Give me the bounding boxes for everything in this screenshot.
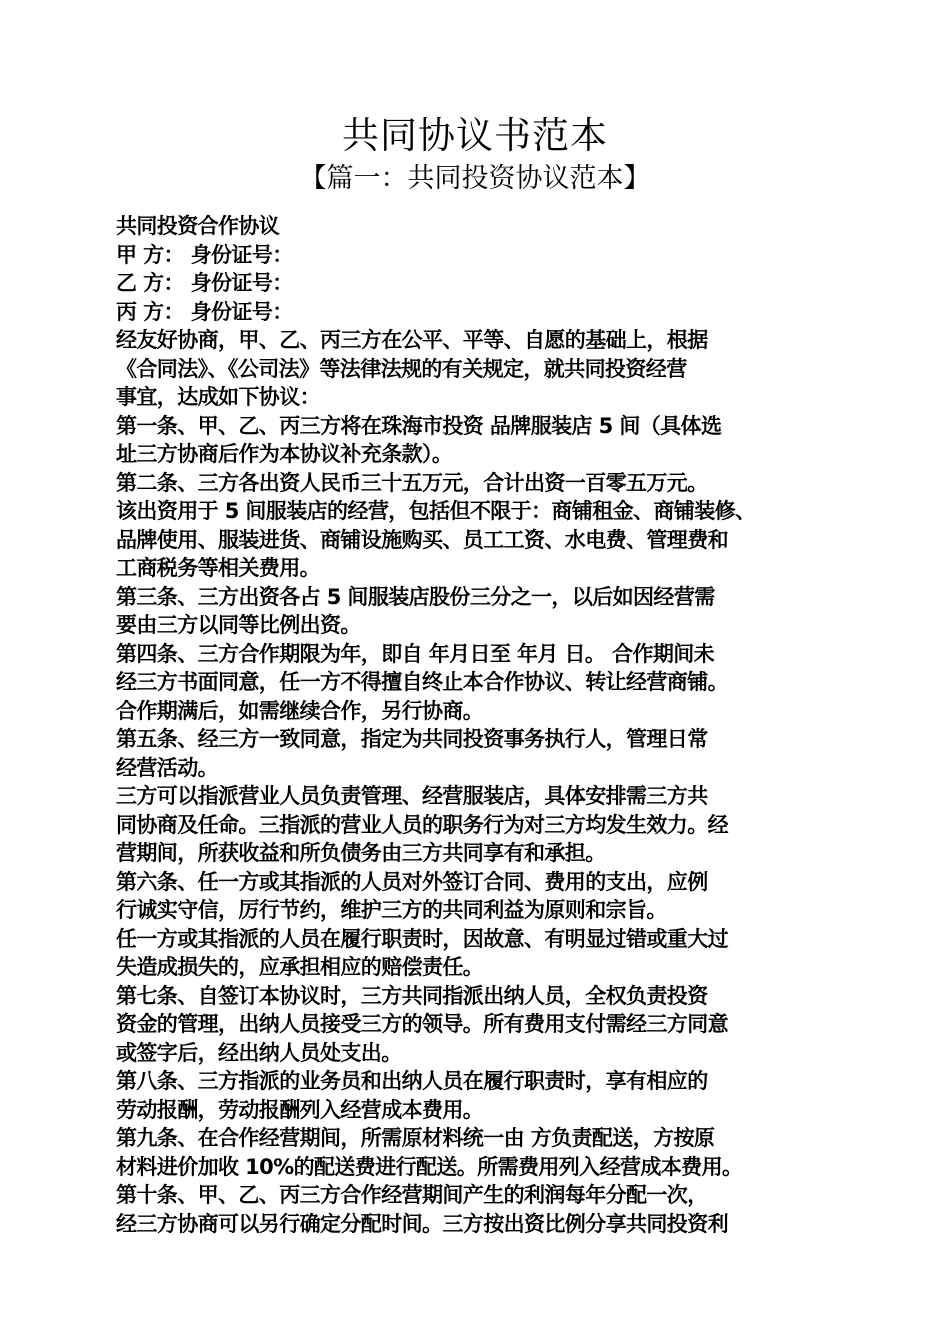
document-text-line: 合作期满后，如需继续合作，另行协商。	[116, 698, 484, 723]
document-text-line: 《合同法》、《公司法》等法律法规的有关规定，就共同投资经营	[116, 356, 687, 381]
document-text-line: 工商税务等相关费用。	[116, 556, 320, 580]
document-text-line: 址三方协商后作为本协议补充条款）。	[116, 442, 453, 466]
document-text-line: 第六条、任一方或其指派的人员对外签订合同、费用的支出，应例	[116, 869, 708, 894]
document-text-line: 第五条、经三方一致同意，指定为共同投资事务执行人，管理日常	[116, 727, 708, 751]
document-text-line: 该出资用于 5 间服装店的经营，包括但不限于：商铺租金、商铺装修、	[116, 499, 756, 523]
document-text-line: 第十条、甲、乙、丙三方合作经营期间产生的利润每年分配一次，	[116, 1183, 708, 1207]
document-text-line: 材料进价加收 10%的配送费进行配送。所需费用列入经营成本费用。	[116, 1154, 743, 1179]
document-text-line: 同协商及任命。三指派的营业人员的职务行为对三方均发生效力。经	[116, 812, 728, 837]
document-title: 共同协议书范本	[342, 114, 608, 157]
document-text-line: 行诚实守信，厉行节约，维护三方的共同利益为原则和宗旨。	[116, 898, 667, 922]
document-text-line: 任一方或其指派的人员在履行职责时，因故意、有明显过错或重大过	[116, 926, 728, 951]
document-text-line: 第八条、三方指派的业务员和出纳人员在履行职责时，享有相应的	[116, 1069, 708, 1093]
document-text-line: 经三方书面同意，任一方不得擅自终止本合作协议、转让经营商铺。	[116, 670, 728, 694]
document-text-line: 事宜，达成如下协议：	[116, 385, 320, 409]
document-text-line: 营期间，所获收益和所负债务由三方共同享有和承担。	[116, 841, 606, 865]
document-text-line: 第一条、甲、乙、丙三方将在珠海市投资 品牌服装店 5 间（具体选	[116, 413, 722, 438]
document-text-line: 共同投资合作协议	[116, 214, 280, 238]
document-text-line: 资金的管理，出纳人员接受三方的领导。所有费用支付需经三方同意	[116, 1012, 728, 1036]
document-text-line: 品牌使用、服装进货、商铺设施购买、员工工资、水电费、管理费和	[116, 527, 728, 552]
document-text-line: 第二条、三方各出资人民币三十五万元，合计出资一百零五万元。	[116, 470, 708, 495]
document-text-line: 第四条、三方合作期限为年，即自 年月日至 年月 日。 合作期间未	[116, 641, 715, 666]
document-text-line: 经友好协商，甲、乙、丙三方在公平、平等、自愿的基础上，根据	[116, 328, 708, 352]
document-text-line: 乙 方： 身份证号：	[116, 271, 293, 295]
document-text-line: 经营活动。	[116, 755, 218, 780]
document-text-line: 三方可以指派营业人员负责管理、经营服装店，具体安排需三方共	[116, 784, 708, 808]
document-text-line: 劳动报酬，劳动报酬列入经营成本费用。	[116, 1097, 484, 1122]
document-text-line: 第三条、三方出资各占 5 间服装店股份三分之一，以后如因经营需	[116, 584, 715, 609]
document-text-line: 失造成损失的，应承担相应的赔偿责任。	[116, 955, 484, 979]
document-text-line: 第七条、自签订本协议时，三方共同指派出纳人员，全权负责投资	[116, 983, 708, 1008]
document-subtitle: 【篇一：共同投资协议范本】	[299, 163, 651, 194]
document-text-line: 要由三方以同等比例出资。	[116, 613, 361, 637]
document-text-line: 经三方协商可以另行确定分配时间。三方按出资比例分享共同投资利	[116, 1211, 728, 1236]
document-text-line: 甲 方： 身份证号：	[116, 242, 293, 267]
document-text-line: 丙 方： 身份证号：	[116, 299, 293, 324]
document-text-line: 第九条、在合作经营期间，所需原材料统一由 方负责配送，方按原	[116, 1126, 715, 1150]
document-body	[116, 212, 846, 1238]
document-text-line: 或签字后，经出纳人员处支出。	[116, 1040, 402, 1065]
